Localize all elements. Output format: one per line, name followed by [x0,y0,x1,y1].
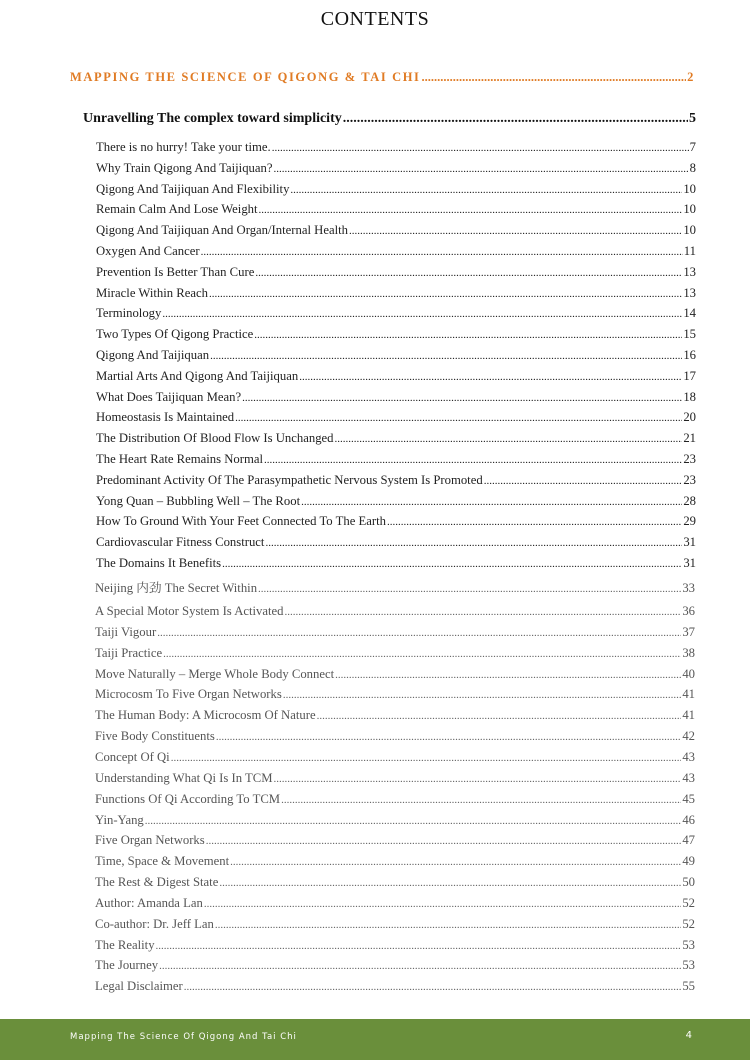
toc-entry-label: The Human Body: A Microcosm Of Nature [95,708,316,723]
toc-entry[interactable] [96,161,696,176]
toc-entry-label: Prevention Is Better Than Cure [96,264,255,279]
toc-entry-page: 50 [682,875,695,890]
toc-entry[interactable] [96,410,696,425]
toc-entry-page: 23 [683,452,696,466]
toc-entry[interactable] [96,390,696,405]
dot-leader [343,111,688,127]
toc-entry-label: Time, Space & Movement [95,854,230,869]
toc-entry-page: 52 [682,895,695,910]
dot-leader [274,163,689,175]
toc-entry-label: There is no hurry! Take your time. [96,140,271,154]
toc-entry[interactable] [95,854,695,869]
toc-entry-label: Qigong And Taijiquan And Organ/Internal Health [96,223,348,238]
footer-page-number: 4 [685,1030,692,1041]
toc-entry-label: Taiji Vigour [95,624,157,639]
toc-entry-page: 7 [689,140,696,154]
dot-leader [272,142,689,154]
toc-entry[interactable] [96,369,696,384]
dot-leader [156,940,682,952]
toc-entry[interactable] [96,244,696,259]
toc-heading-level1[interactable] [70,70,695,85]
toc-entry[interactable] [95,729,695,744]
toc-entry-page: 36 [682,604,695,618]
toc-entry-page: 40 [682,666,695,681]
toc-entry[interactable] [95,625,695,640]
dot-leader [204,898,681,910]
toc-entry[interactable] [96,556,696,571]
dot-leader [235,412,682,424]
toc-entry[interactable] [95,875,695,890]
dot-leader [317,710,682,722]
dot-leader [254,329,682,341]
toc-entry[interactable] [95,833,695,848]
toc-entry[interactable] [96,140,696,155]
toc-entry-page: 28 [683,493,696,508]
toc-entry[interactable] [95,958,695,973]
toc-entry[interactable] [95,646,695,661]
toc-entry-label: The Reality [95,937,155,952]
toc-entry-page: 37 [682,624,695,639]
page-title: CONTENTS [320,8,430,30]
toc-entry-label: Understanding What Qi Is In TCM [95,770,273,785]
toc-entry-label: Two Types Of Qigong Practice [96,327,254,342]
toc-entry[interactable] [96,223,696,238]
dot-leader [285,606,682,618]
dot-leader [215,919,681,931]
toc-entry-page: 23 [683,472,696,487]
dot-leader [335,669,681,681]
toc-entry-page: 17 [683,368,696,383]
toc-entry-label: Homeostasis Is Maintained [96,410,235,425]
toc-entry[interactable] [95,896,695,911]
toc-entry-page: 13 [683,264,696,279]
toc-entry[interactable] [95,604,695,619]
toc-entry[interactable] [96,535,696,550]
dot-leader [157,627,681,639]
toc-entry[interactable] [96,327,696,342]
dot-leader [255,267,682,279]
toc-entry-label: Remain Calm And Lose Weight [96,202,258,217]
toc-entry-label: Author: Amanda Lan [95,895,203,910]
toc-entry-label: Functions Of Qi According To TCM [95,791,281,806]
toc-entry-label: Terminology [96,306,162,321]
toc-entry-page: 41 [682,687,695,702]
toc-entry[interactable] [95,792,695,807]
dot-leader [387,516,682,528]
dot-leader [222,558,682,570]
dot-leader [184,981,682,993]
dot-leader [299,371,682,383]
dot-leader [242,392,682,404]
toc-entry-label: Why Train Qigong And Taijiquan? [96,160,273,175]
dot-leader [206,835,682,847]
toc-heading-page: 5 [689,111,696,126]
toc-entry[interactable] [95,979,695,994]
toc-entry-page: 43 [682,749,695,764]
toc-entry-label: Cardiovascular Fitness Construct [96,535,265,550]
dot-leader [349,225,682,237]
toc-entry-page: 41 [682,708,695,723]
dot-leader [216,731,681,743]
toc-entry[interactable] [96,348,696,363]
toc-entry-label: Five Body Constituents [95,729,215,744]
toc-entry-label: A Special Motor System Is Activated [95,604,284,618]
toc-entry-label: Microcosm To Five Organ Networks [95,687,282,702]
toc-entry[interactable] [95,771,695,786]
dot-leader [290,184,682,196]
toc-entry-page: 52 [682,916,695,931]
toc-entry[interactable] [96,306,696,321]
toc-entry[interactable] [95,667,695,682]
dot-leader [264,454,682,466]
toc-entry-page: 45 [682,791,695,806]
toc-entry-page: 10 [683,181,696,196]
toc-entry-label: What Does Taijiquan Mean? [96,389,242,404]
toc-entry[interactable] [96,182,696,197]
toc-entry-label: Move Naturally – Merge Whole Body Connect [95,666,335,681]
dot-leader [230,856,681,868]
toc-entry-page: 10 [683,202,696,217]
toc-entry-label: Qigong And Taijiquan [96,348,210,362]
toc-entry[interactable] [96,265,696,280]
toc-entry-label: Martial Arts And Qigong And Taijiquan [96,368,299,383]
toc-entry-label: How To Ground With Your Feet Connected To The Earth [96,514,386,529]
toc-entry-page: 42 [682,729,695,744]
toc-entry-page: 10 [683,223,696,238]
toc-entry-label: Concept Of Qi [95,749,170,764]
toc-entry-page: 20 [683,410,696,425]
toc-entry[interactable] [95,708,695,723]
toc-heading-label: MAPPING THE SCIENCE OF QIGONG & TAI CHI [70,70,421,84]
dot-leader [281,794,681,806]
dot-leader [265,537,682,549]
toc-entry-label: Miracle Within Reach [96,285,208,300]
toc-entry-page: 33 [682,581,695,595]
toc-entry-page: 31 [683,535,696,550]
toc-entry-page: 53 [682,958,695,973]
toc-entry-label: Five Organ Networks [95,833,205,848]
toc-entry[interactable] [95,938,695,953]
dot-leader [258,583,681,595]
page-footer [0,1019,750,1060]
toc-entry[interactable] [96,431,696,446]
toc-heading-label: Unravelling The complex toward simplicity [83,111,342,126]
dot-leader [283,689,681,701]
toc-entry[interactable] [95,577,695,596]
toc-entry-label: Co-author: Dr. Jeff Lan [95,916,214,931]
dot-leader [201,246,683,258]
toc-entry-page: 18 [683,389,696,404]
toc-entry-label: Neijing 内劲 The Secret Within [95,581,258,595]
dot-leader [159,960,681,972]
toc-entry-label: Legal Disclaimer [95,979,183,994]
toc-entry-page: 43 [682,770,695,785]
footer-title: Mapping The Science Of Qigong And Tai Chi [70,1032,297,1042]
toc-entry[interactable] [96,494,696,509]
toc-entry-label: Taiji Practice [95,645,163,660]
dot-leader [335,433,683,445]
dot-leader [209,288,682,300]
toc-entry-label: The Heart Rate Remains Normal [96,452,263,466]
toc-entry[interactable] [96,452,696,467]
toc-entry-page: 38 [682,645,695,660]
toc-entry-page: 21 [683,431,696,446]
toc-entry-page: 16 [683,348,696,362]
dot-leader [145,815,682,827]
toc-entry[interactable] [96,202,696,217]
toc-entry-label: Qigong And Taijiquan And Flexibility [96,181,290,196]
dot-leader [210,350,682,362]
toc-entry-page: 11 [683,244,696,258]
toc-entry-page: 47 [682,833,695,848]
toc-entry[interactable] [96,514,696,529]
toc-entry-label: Yong Quan – Bubbling Well – The Root [96,493,301,508]
dot-leader [484,475,683,487]
toc-entry-label: Yin-Yang [95,812,144,827]
toc-entry-page: 55 [682,979,695,994]
toc-entry-label: The Domains It Benefits [96,556,222,570]
toc-heading-level2[interactable] [83,111,696,127]
dot-leader [422,70,687,85]
toc-entry-page: 31 [683,556,696,570]
toc-entry-label: The Distribution Of Blood Flow Is Unchanged [96,431,334,446]
toc-entry[interactable] [95,687,695,702]
dot-leader [301,496,682,508]
toc-entry-page: 13 [683,285,696,300]
toc-entry-page: 8 [689,160,696,175]
dot-leader [162,308,682,320]
toc-entry-page: 15 [683,327,696,342]
dot-leader [163,648,681,660]
dot-leader [274,773,682,785]
toc-entry[interactable] [96,286,696,301]
toc-entry[interactable] [96,473,696,488]
dot-leader [219,877,681,889]
toc-entry[interactable] [95,750,695,765]
toc-entry-label: Oxygen And Cancer [96,244,200,258]
toc-entry-page: 14 [683,306,696,321]
toc-entry-page: 49 [682,854,695,869]
toc-entry-label: The Rest & Digest State [95,875,219,890]
dot-leader [259,204,683,216]
toc-entry-page: 29 [683,514,696,529]
toc-entry-page: 53 [682,937,695,952]
toc-entry-label: The Journey [95,958,159,973]
dot-leader [171,752,682,764]
toc-entry[interactable] [95,813,695,828]
toc-heading-page: 2 [687,70,695,84]
toc-entry[interactable] [95,917,695,932]
toc-entry-label: Predominant Activity Of The Parasympathetic Nervous System Is Promoted [96,472,483,487]
toc-entry-page: 46 [682,812,695,827]
